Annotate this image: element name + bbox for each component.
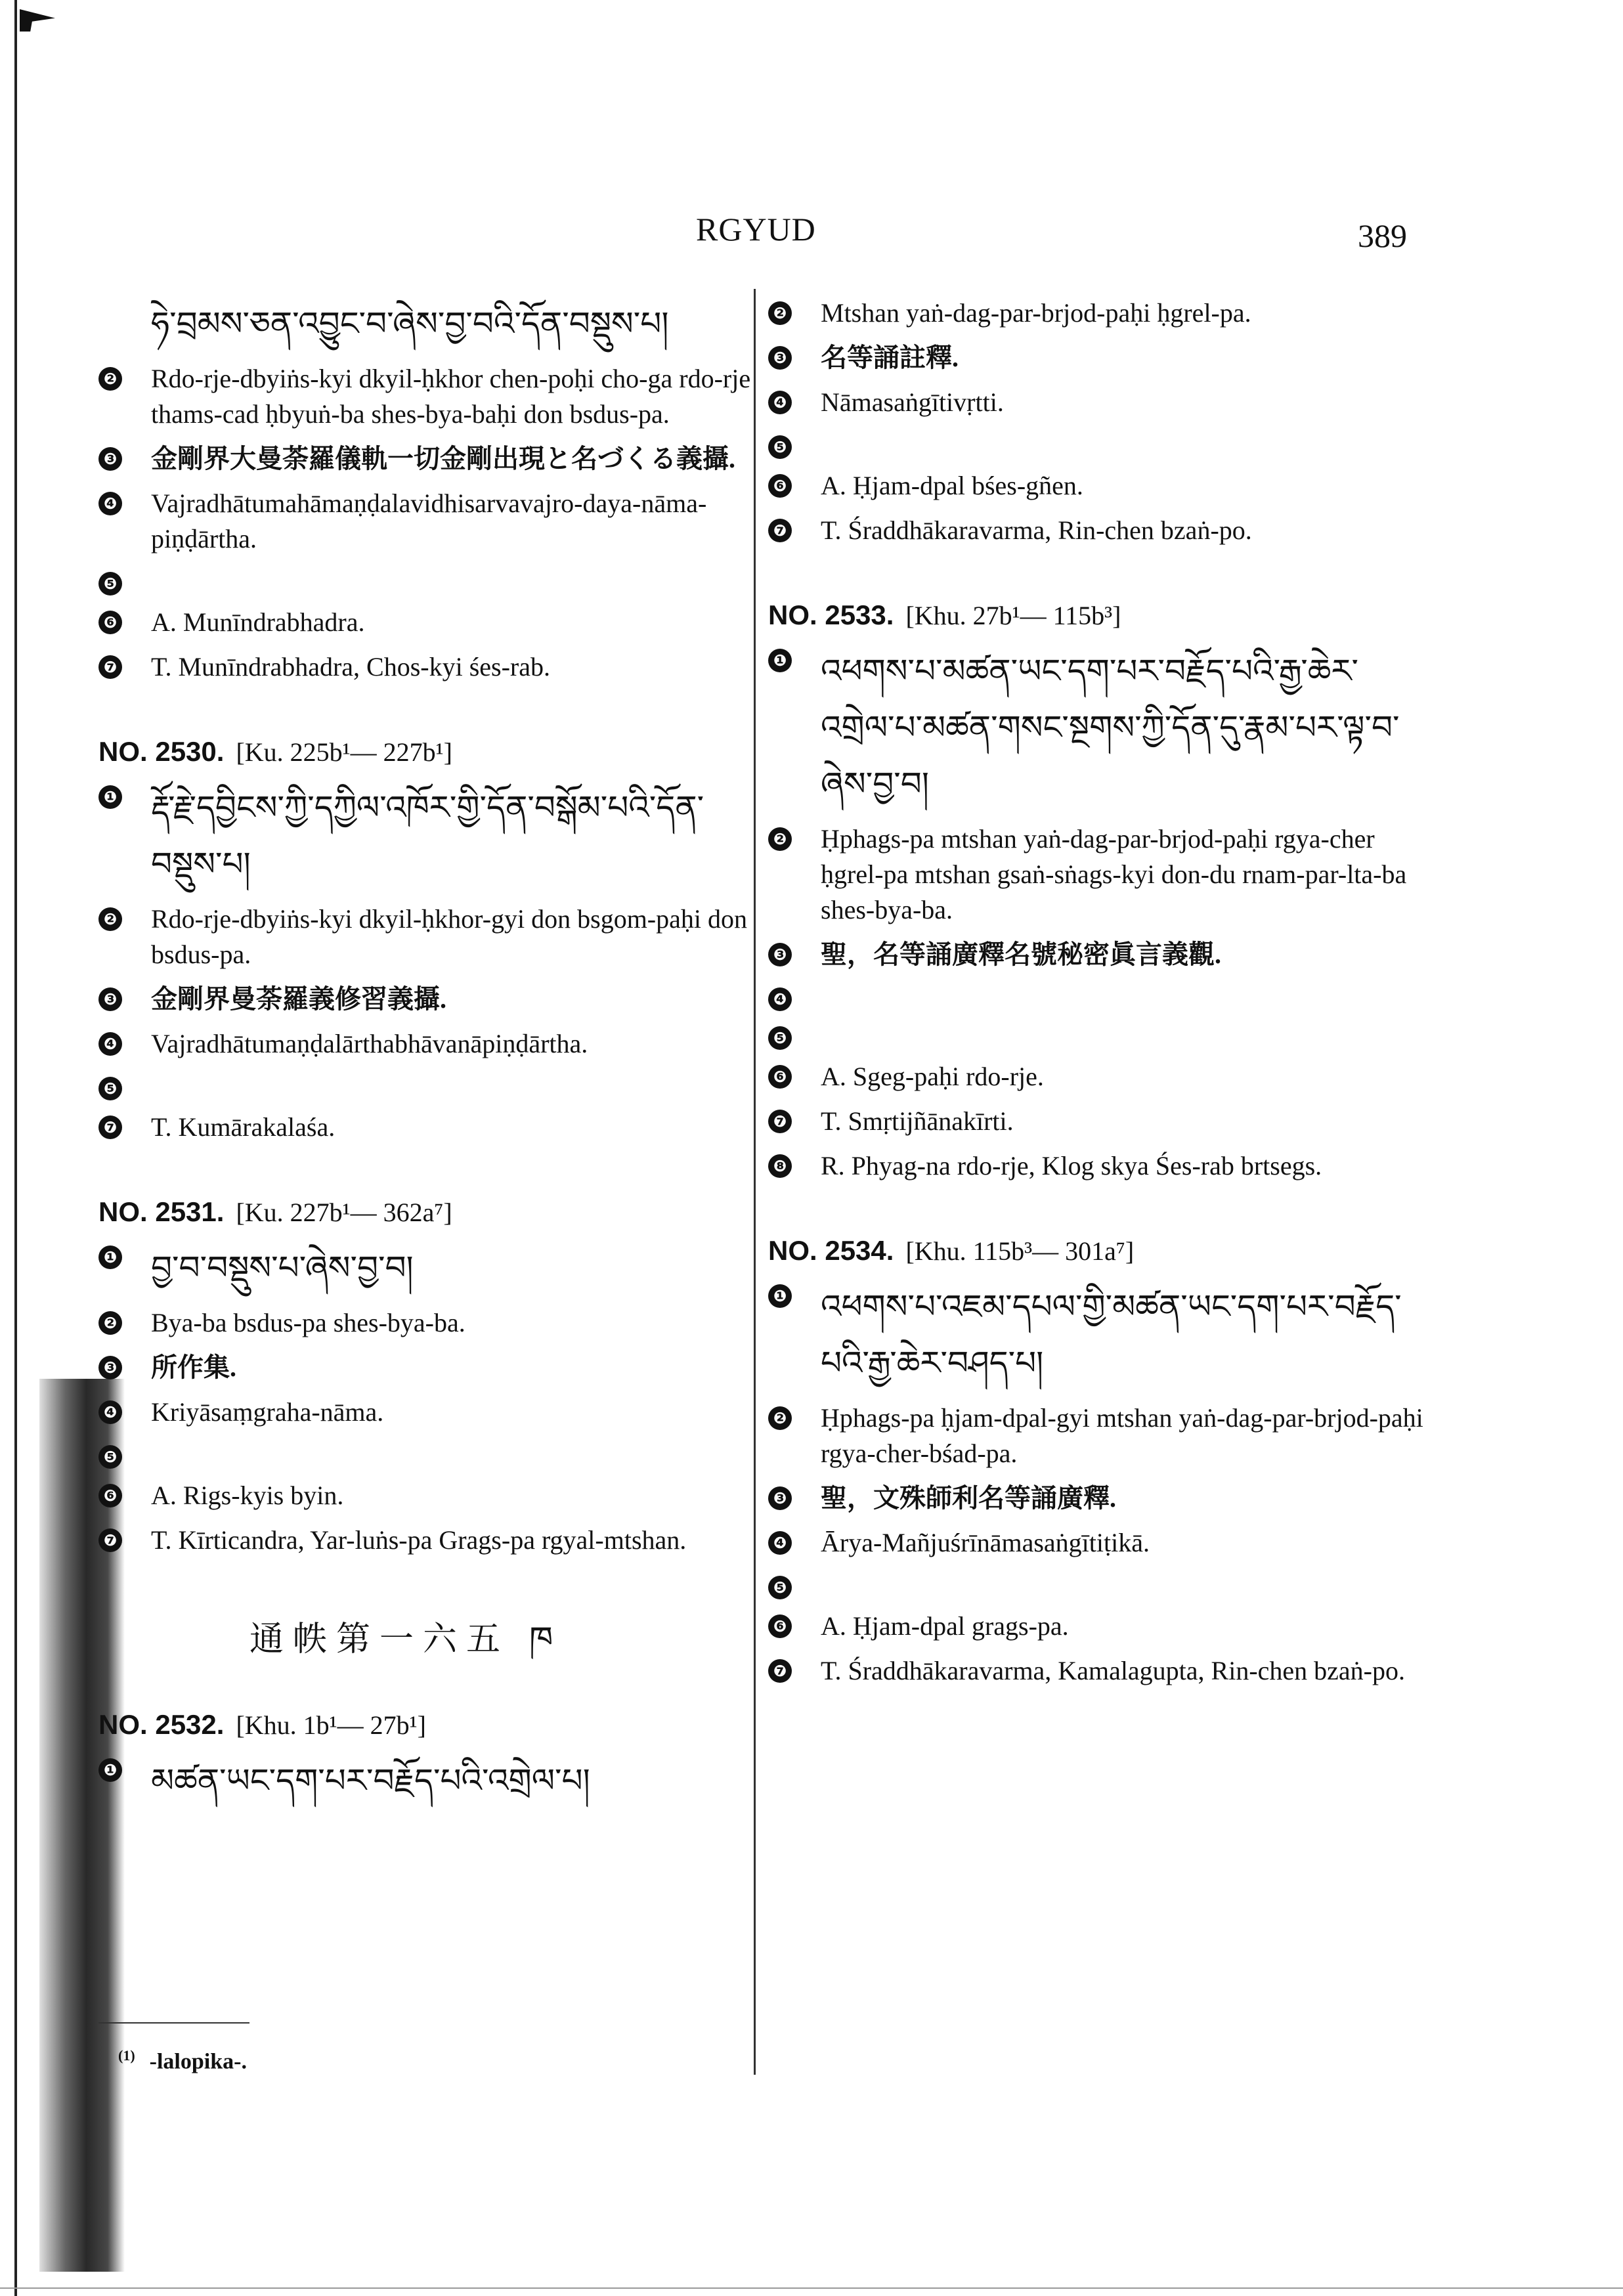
entry-line <box>98 1395 762 1430</box>
line-number-badge: ❻ <box>98 1484 122 1507</box>
entry-line <box>98 1071 762 1100</box>
line-text: R. Phyag-na rdo-rje, Klog skya Śes-rab brtsegs. <box>821 1151 1322 1180</box>
line-number-badge: ❷ <box>768 1406 792 1430</box>
line-number-badge: ❷ <box>98 367 122 391</box>
section-mark: ཁ <box>529 1621 563 1658</box>
entry-line <box>768 1020 1425 1050</box>
entry-line <box>768 982 1425 1011</box>
entry-heading <box>98 1709 762 1741</box>
entry-number: NO. 2533. <box>768 599 894 630</box>
line-number-badge: ❶ <box>98 785 122 809</box>
line-text: Mtshan yaṅ-dag-par-brjod-paḥi ḥgrel-pa. <box>821 298 1251 328</box>
line-number-badge: ❻ <box>98 611 122 634</box>
line-text: Ārya-Mañjuśrīnāmasaṅgītiṭikā. <box>821 1528 1150 1557</box>
entry-line <box>768 1609 1425 1644</box>
footnote-text: -lalopika-. <box>149 2049 247 2074</box>
line-number-badge: ❺ <box>768 435 792 459</box>
entry-line <box>768 429 1425 459</box>
entry-line <box>98 1752 762 1809</box>
line-number-badge: ❶ <box>98 1758 122 1782</box>
entry-2530 <box>98 736 762 1145</box>
page-left-edge <box>14 0 17 2296</box>
line-number-badge: ❺ <box>98 572 122 596</box>
line-text: T. Kumārakalaśa. <box>151 1112 335 1142</box>
line-number-badge: ❹ <box>768 1531 792 1555</box>
line-text: A. Ḥjam-dpal bśes-gñen. <box>821 471 1083 500</box>
tibetan-title: རྡོ་རྗེ་དབྱིངས་ཀྱི་དཀྱིལ་འཁོར་གྱི་དོན་བསྒོམ་པའི་དོན་བསྡུས་པ། <box>151 789 704 883</box>
entry-number: NO. 2534. <box>768 1235 894 1266</box>
running-header: RGYUD <box>696 211 816 248</box>
entry-reference: [Khu. 1b¹— 27b¹] <box>236 1710 426 1740</box>
line-number-badge: ❹ <box>98 1400 122 1424</box>
line-text: 所作集. <box>151 1353 236 1382</box>
entry-line <box>768 468 1425 504</box>
line-number-badge: ❹ <box>768 987 792 1011</box>
line-text: 名等誦註釋. <box>821 343 959 372</box>
entry-line <box>768 821 1425 928</box>
entry-line <box>768 1148 1425 1184</box>
entry-2532-continuation <box>768 295 1425 548</box>
entry-number: NO. 2530. <box>98 736 225 767</box>
entry-line <box>98 486 762 557</box>
tibetan-title: འཕགས་པ་འཇམ་དཔལ་གྱི་མཚན་ཡང་དག་པར་བརྗོད་པའི་རྒྱ་ཆེར་བཤད་པ། <box>821 1288 1402 1382</box>
tibetan-title: མཚན་ཡང་དག་པར་བརྗོད་པའི་འགྲེལ་པ། <box>151 1762 590 1800</box>
line-number-badge: ❼ <box>768 519 792 542</box>
entry-line <box>768 1481 1425 1516</box>
line-text: A. Sgeg-paḥi rdo-rje. <box>821 1062 1044 1091</box>
line-number-badge: ❷ <box>98 1311 122 1335</box>
entry-line <box>98 1026 762 1062</box>
line-number-badge: ❼ <box>98 655 122 679</box>
entry-heading <box>768 1235 1425 1267</box>
entry-line <box>768 513 1425 548</box>
entry-line <box>768 1059 1425 1094</box>
line-number-badge: ❼ <box>98 1116 122 1139</box>
line-number-badge: ❸ <box>98 987 122 1011</box>
entry-line <box>98 1305 762 1341</box>
line-text: Kriyāsaṃgraha-nāma. <box>151 1397 384 1427</box>
line-number-badge: ❸ <box>98 1356 122 1379</box>
line-number-badge: ❼ <box>768 1110 792 1133</box>
line-text: Bya-ba bsdus-pa shes-bya-ba. <box>151 1308 465 1337</box>
line-number-badge: ❻ <box>768 1065 792 1089</box>
line-text: 金剛界曼荼羅義修習義攝. <box>151 984 446 1014</box>
entry-line <box>98 1350 762 1385</box>
section-title-text: 通帙第一六五 <box>249 1621 510 1658</box>
line-text: Vajradhātumaṇḍalārthabhāvanāpiṇḍārtha. <box>151 1029 588 1058</box>
line-number-badge: ❶ <box>768 1284 792 1308</box>
entry-line <box>768 1400 1425 1471</box>
entry-number: NO. 2531. <box>98 1196 225 1227</box>
line-text: Rdo-rje-dbyiṅs-kyi dkyil-ḥkhor chen-poḥi cho-ga rdo-rje thams-cad ḥbyuṅ-ba shes-bya-baḥi don bsdus-pa. <box>151 364 751 429</box>
entry-line <box>98 649 762 685</box>
footnote-rule <box>98 2022 249 2024</box>
line-number-badge: ❺ <box>98 1077 122 1100</box>
entry-reference: [Ku. 227b¹— 362a⁷] <box>236 1198 452 1227</box>
line-text: T. Śraddhākaravarma, Rin-chen bzaṅ-po. <box>821 515 1252 545</box>
entry-line <box>98 1240 762 1296</box>
entry-line <box>98 982 762 1017</box>
line-number-badge: ❷ <box>768 827 792 851</box>
entry-line <box>98 441 762 477</box>
entry-line <box>151 295 762 352</box>
line-text: Nāmasaṅgītivṛtti. <box>821 387 1004 417</box>
line-text: Ḥphags-pa mtshan yaṅ-dag-par-brjod-paḥi rgya-cher ḥgrel-pa mtshan gsaṅ-sṅags-kyi don-du rnam-par-lta-ba shes-bya-ba. <box>821 824 1407 924</box>
volume-section-title <box>249 1601 762 1697</box>
entry-line <box>768 295 1425 331</box>
line-number-badge: ❸ <box>768 1486 792 1510</box>
line-number-badge: ❸ <box>768 943 792 966</box>
entry-line <box>98 779 762 892</box>
entry-line <box>98 1523 762 1558</box>
footnote <box>118 2047 247 2074</box>
line-number-badge: ❹ <box>98 492 122 515</box>
entry-line <box>98 605 762 640</box>
line-number-badge: ❺ <box>98 1445 122 1469</box>
line-text: A. Rigs-kyis byin. <box>151 1481 344 1510</box>
entry-line <box>98 901 762 972</box>
entry-heading <box>98 1196 762 1228</box>
line-number-badge: ❻ <box>768 474 792 498</box>
right-column <box>768 295 1425 1698</box>
line-number-badge: ❸ <box>768 346 792 370</box>
line-text: 金剛界大曼荼羅儀軌一切金剛出現と名づくる義攝. <box>151 444 735 473</box>
entry-heading <box>98 736 762 768</box>
entry-line <box>98 1439 762 1469</box>
line-text: 聖，名等誦廣釋名號秘密眞言義觀. <box>821 940 1221 969</box>
entry-line <box>768 385 1425 420</box>
line-number-badge: ❶ <box>98 1245 122 1269</box>
line-text: T. Munīndrabhadra, Chos-kyi śes-rab. <box>151 652 551 682</box>
entry-line <box>98 361 762 432</box>
line-text: T. Smṛtijñānakīrti. <box>821 1106 1014 1136</box>
entry-line <box>768 1278 1425 1391</box>
entry-2531 <box>98 1196 762 1558</box>
line-text: T. Kīrticandra, Yar-luṅs-pa Grags-pa rgyal-mtshan. <box>151 1525 687 1555</box>
entry-line <box>768 937 1425 972</box>
line-number-badge: ❹ <box>98 1032 122 1056</box>
tibetan-title: འཕགས་པ་མཚན་ཡང་དག་པར་བརྗོད་པའི་རྒྱ་ཆེར་འགྲེལ་པ་མཚན་གསང་སྔགས་ཀྱི་དོན་དུ་རྣམ་པར་ལྟ་བ་ཞེས་བྱ་བ། <box>821 652 1400 803</box>
line-text: Ḥphags-pa ḥjam-dpal-gyi mtshan yaṅ-dag-par-brjod-paḥi rgya-cher-bśad-pa. <box>821 1403 1423 1468</box>
entry-line <box>768 340 1425 376</box>
line-number-badge: ❼ <box>768 1659 792 1683</box>
scan-corner-mark <box>20 9 55 32</box>
entry-heading <box>768 599 1425 631</box>
entry-line <box>768 1104 1425 1139</box>
entry-reference: [Khu. 115b³— 301a⁷] <box>905 1236 1135 1266</box>
line-number-badge: ❽ <box>768 1154 792 1178</box>
scan-bottom-edge <box>0 2287 1623 2289</box>
entry-2532 <box>98 1709 762 1809</box>
entry-reference: [Ku. 225b¹— 227b¹] <box>236 737 452 767</box>
entry-line <box>768 643 1425 812</box>
entry-line <box>98 1478 762 1513</box>
line-number-badge: ❹ <box>768 391 792 414</box>
entry-line <box>768 1653 1425 1689</box>
line-number-badge: ❺ <box>768 1026 792 1050</box>
line-number-badge: ❻ <box>768 1614 792 1638</box>
tibetan-title: བྱ་བ་བསྡུས་པ་ཞེས་བྱ་བ། <box>151 1249 414 1287</box>
entry-line <box>98 1110 762 1145</box>
entry-2533 <box>768 599 1425 1184</box>
page-number: 389 <box>1358 217 1407 254</box>
line-text: Rdo-rje-dbyiṅs-kyi dkyil-ḥkhor-gyi don bsgom-paḥi don bsdus-pa. <box>151 904 747 969</box>
line-text: A. Munīndrabhadra. <box>151 607 365 637</box>
line-number-badge: ❷ <box>98 907 122 931</box>
entry-line <box>98 566 762 596</box>
entry-number: NO. 2532. <box>98 1709 225 1740</box>
entry-line <box>768 1525 1425 1561</box>
line-text: Vajradhātumahāmaṇḍalavidhisarvavajro-daya-nāma-piṇḍārtha. <box>151 488 707 553</box>
footnote-mark: (1) <box>118 2047 135 2064</box>
line-number-badge: ❼ <box>98 1528 122 1552</box>
entry-continuation <box>98 295 762 685</box>
line-text: A. Ḥjam-dpal grags-pa. <box>821 1611 1069 1641</box>
tibetan-title: ཧེ་བྲམས་ཅན་འབྱུང་བ་ཞེས་བྱ་བའི་དོན་བསྡུས་པ། <box>151 305 669 343</box>
line-text: T. Śraddhākaravarma, Kamalagupta, Rin-chen bzaṅ-po. <box>821 1656 1405 1685</box>
line-text: 聖，文殊師利名等誦廣釋. <box>821 1483 1116 1513</box>
line-number-badge: ❸ <box>98 447 122 471</box>
entry-reference: [Khu. 27b¹— 115b³] <box>905 601 1121 630</box>
left-column <box>98 295 762 1818</box>
entry-2534 <box>768 1235 1425 1689</box>
line-number-badge: ❷ <box>768 301 792 325</box>
line-number-badge: ❺ <box>768 1576 792 1599</box>
line-number-badge: ❶ <box>768 649 792 672</box>
entry-line <box>768 1570 1425 1599</box>
